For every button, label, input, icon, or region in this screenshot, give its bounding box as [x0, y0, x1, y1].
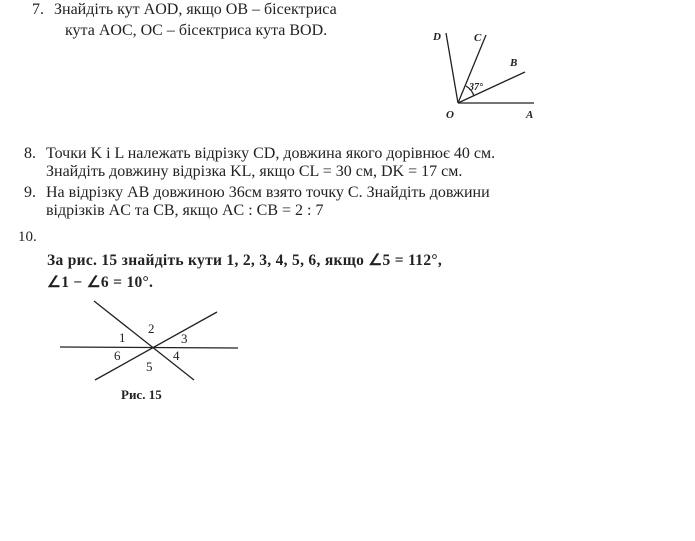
figure-caption: Рис. 15	[121, 387, 162, 402]
label-c: C	[474, 32, 482, 44]
angle-label-3: 3	[181, 331, 188, 346]
problem-8-line-2: Знайдіть довжину відрізка KL, якщо CL = 30 см, DK = 17 см.	[46, 163, 463, 180]
problem-9-number: 9.	[24, 184, 36, 201]
problem-9-line-2: відрізків AC та CB, якщо AC : CB = 2 : 7	[46, 202, 324, 219]
angle-label-5: 5	[146, 359, 153, 374]
angle-label-1: 1	[119, 330, 126, 345]
problem-8-number: 8.	[24, 145, 36, 162]
label-b: B	[510, 57, 518, 69]
problem-10-number: 10.	[18, 229, 37, 245]
problem-10-line-2: ∠1 − ∠6 = 10°.	[47, 274, 154, 291]
problem-8-line-1: Точки K і L належать відрізку CD, довжина якого дорівнює 40 см.	[46, 145, 496, 162]
problem-7-number: 7.	[32, 1, 44, 18]
problem-7-line-2: кута AOC, OC – бісектриса кута BOD.	[65, 22, 328, 39]
label-a: A	[526, 109, 534, 121]
problem-10-line-1: За рис. 15 знайдіть кути 1, 2, 3, 4, 5, 6, якщо ∠5 = 112°,	[47, 252, 443, 269]
label-d: D	[433, 31, 441, 43]
problem-7-line-1: Знайдіть кут AOD, якщо OB – бісектриса	[54, 1, 337, 18]
angle-label-4: 4	[173, 348, 180, 363]
angle-37: 37°	[469, 82, 483, 93]
label-o: O	[446, 109, 454, 121]
angle-label-2: 2	[148, 321, 155, 336]
problem-9-line-1: На відрізку AB довжиною 36см взято точку C. Знайдіть довжини	[46, 184, 490, 201]
angle-label-6: 6	[114, 348, 121, 363]
